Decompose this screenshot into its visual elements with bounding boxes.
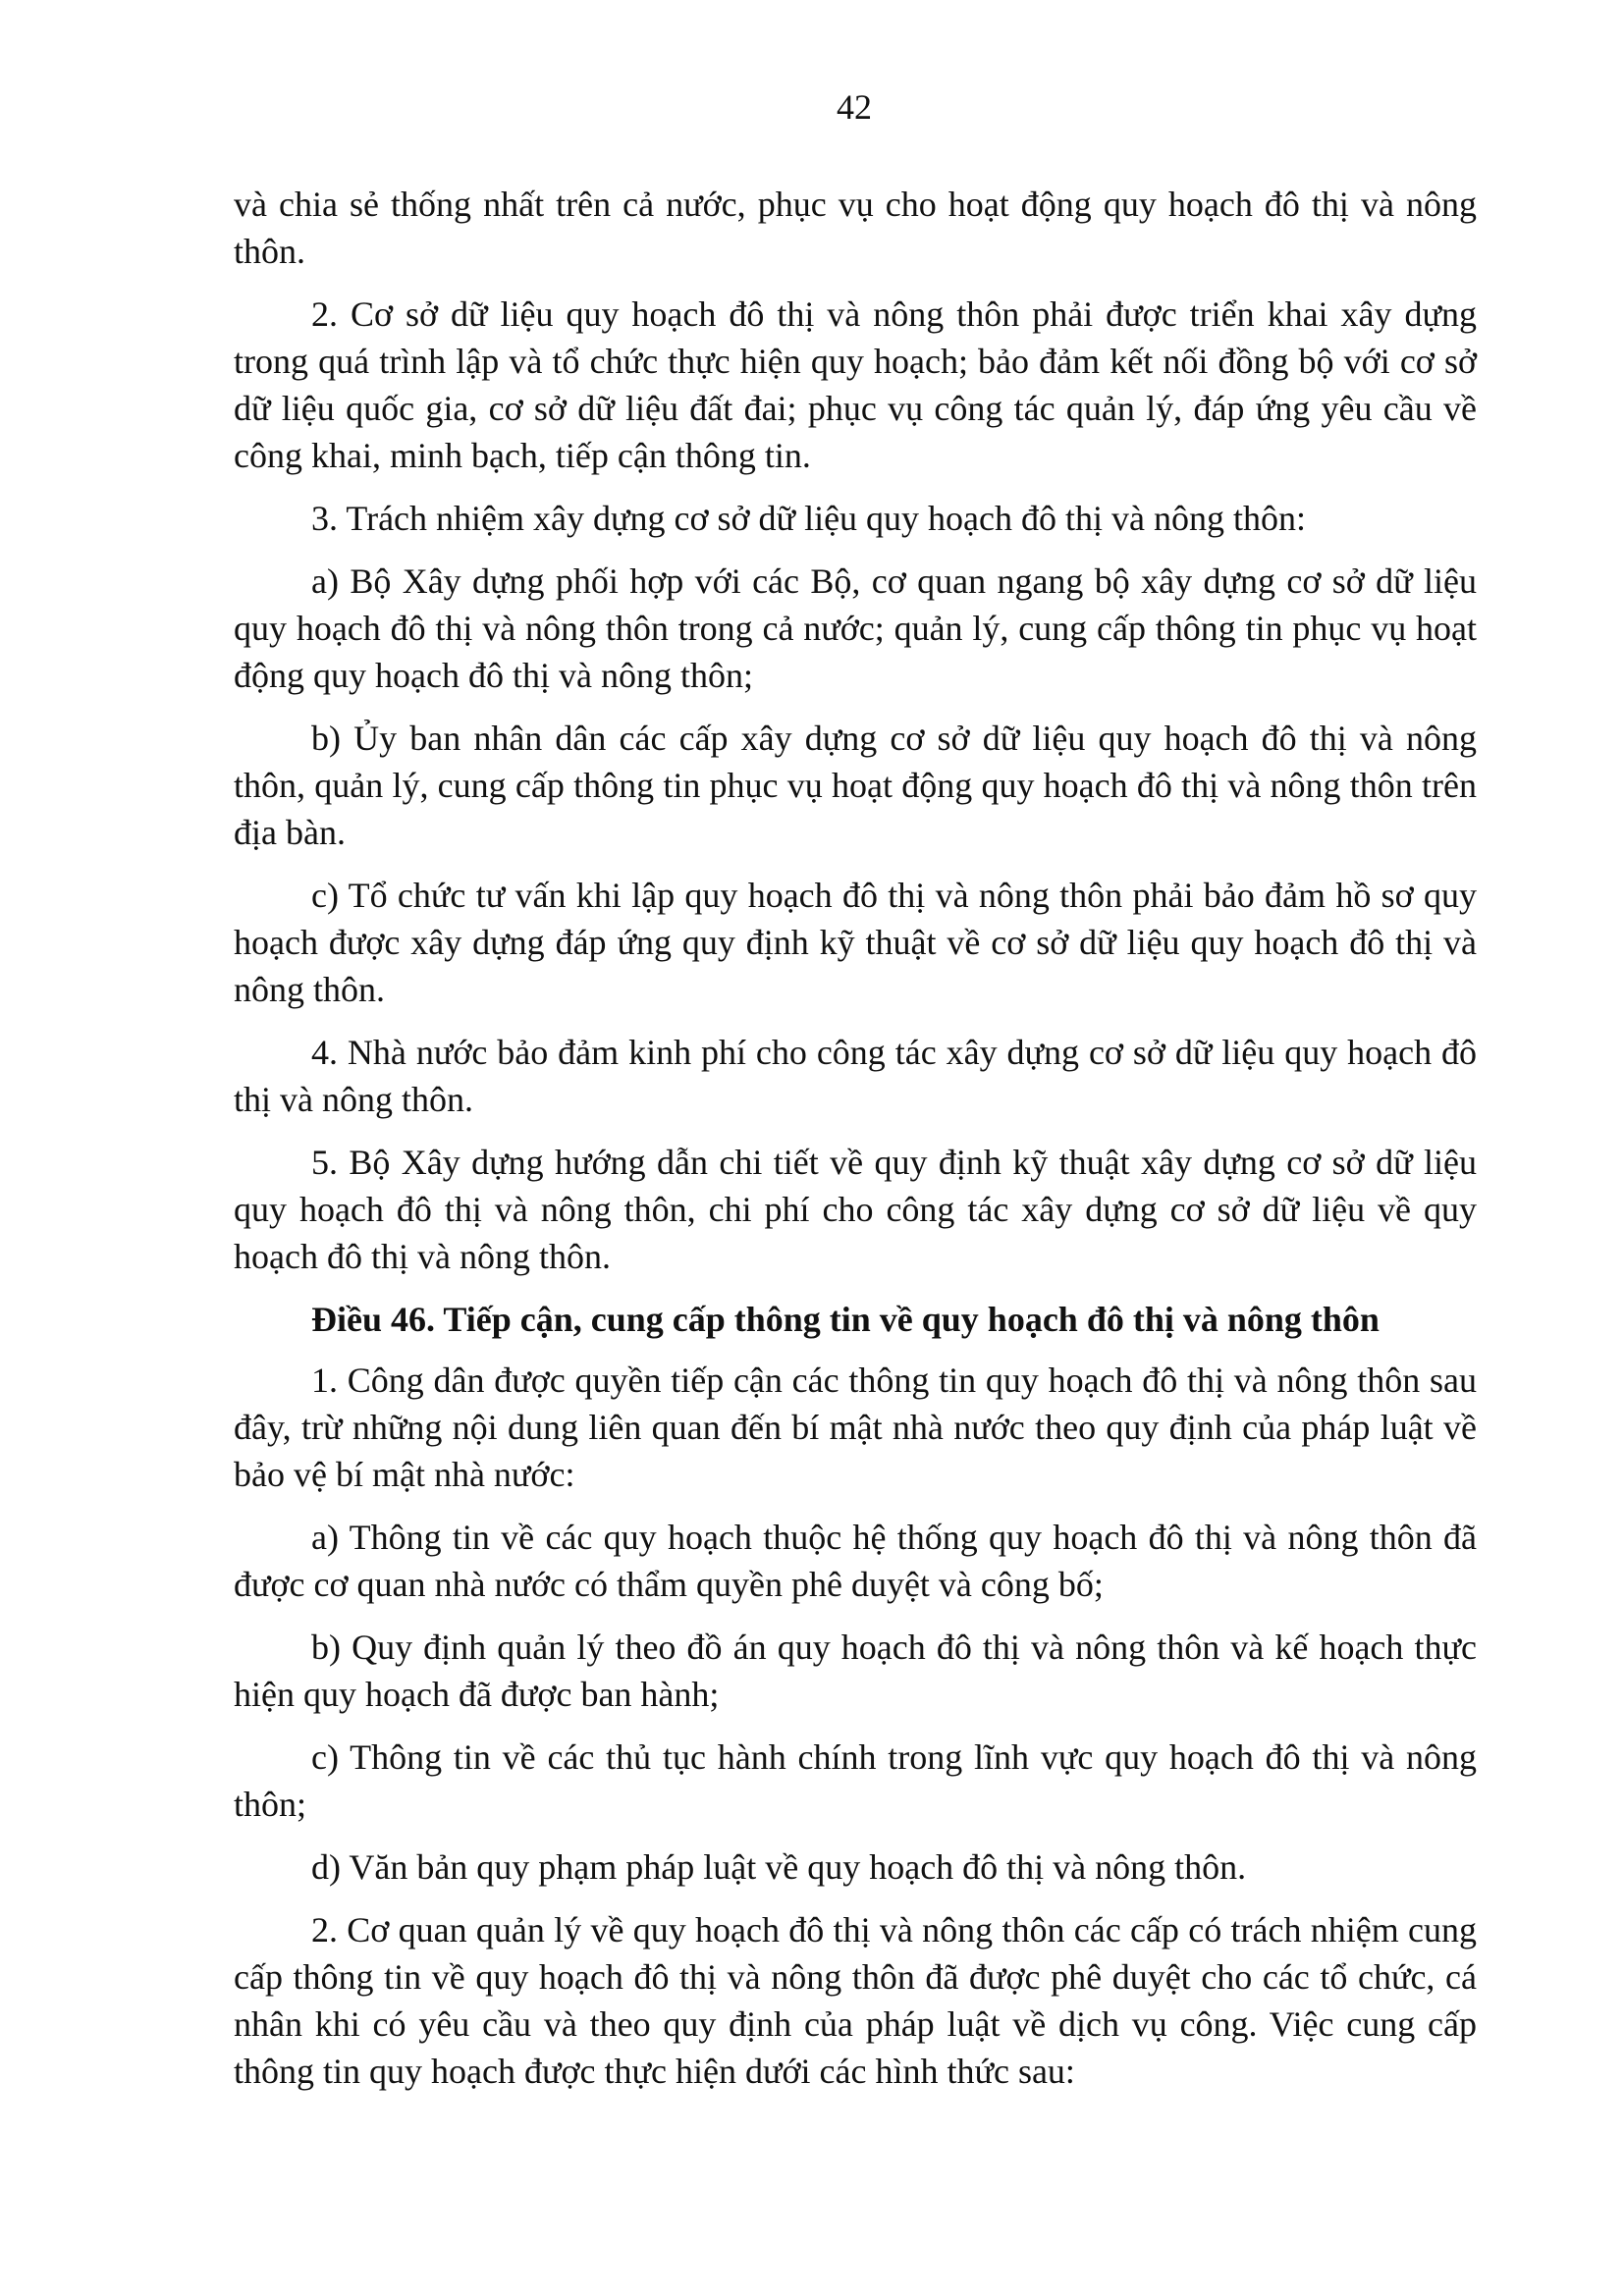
article-46-point-c: c) Thông tin về các thủ tục hành chính trong lĩnh vực quy hoạch đô thị và nông thôn; [234,1737,1477,1824]
paragraph-clause-5: 5. Bộ Xây dựng hướng dẫn chi tiết về quy định kỹ thuật xây dựng cơ sở dữ liệu quy hoạch đô thị và nông thôn, chi phí cho công tác xây dựng cơ sở dữ liệu về quy hoạch đô thị và nông thôn. [234,1143,1477,1276]
paragraph-clause-2: 2. Cơ sở dữ liệu quy hoạch đô thị và nông thôn phải được triển khai xây dựng trong quá trình lập và tổ chức thực hiện quy hoạch; bảo đảm kết nối đồng bộ với cơ sở dữ liệu quốc gia, cơ sở dữ liệu đất đai; phục vụ công tác quản lý, đáp ứng yêu cầu về công khai, minh bạch, tiếp cận thông tin. [234,294,1477,475]
article-46-point-a: a) Thông tin về các quy hoạch thuộc hệ thống quy hoạch đô thị và nông thôn đã được cơ quan nhà nước có thẩm quyền phê duyệt và công bố; [234,1518,1477,1604]
article-46-point-b: b) Quy định quản lý theo đồ án quy hoạch đô thị và nông thôn và kế hoạch thực hiện quy hoạch đã được ban hành; [234,1628,1477,1714]
paragraph-point-a: a) Bộ Xây dựng phối hợp với các Bộ, cơ quan ngang bộ xây dựng cơ sở dữ liệu quy hoạch đô thị và nông thôn trong cả nước; quản lý, cung cấp thông tin phục vụ hoạt động quy hoạch đô thị và nông thôn; [234,561,1477,695]
paragraph-point-b: b) Ủy ban nhân dân các cấp xây dựng cơ sở dữ liệu quy hoạch đô thị và nông thôn, quản lý, cung cấp thông tin phục vụ hoạt động quy hoạch đô thị và nông thôn trên địa bàn. [234,719,1477,852]
paragraph-clause-3: 3. Trách nhiệm xây dựng cơ sở dữ liệu quy hoạch đô thị và nông thôn: [311,499,1306,538]
page-number: 42 [837,87,872,127]
paragraph-continuation: và chia sẻ thống nhất trên cả nước, phục vụ cho hoạt động quy hoạch đô thị và nông thôn. [234,185,1477,271]
article-46-clause-2: 2. Cơ quan quản lý về quy hoạch đô thị và nông thôn các cấp có trách nhiệm cung cấp thông tin về quy hoạch đô thị và nông thôn đã được phê duyệt cho các tổ chức, cá nhân khi có yêu cầu và theo quy định của pháp luật về dịch vụ công. Việc cung cấp thông tin quy hoạch được thực hiện dưới các hình thức sau: [234,1910,1477,2091]
paragraph-point-c: c) Tổ chức tư vấn khi lập quy hoạch đô thị và nông thôn phải bảo đảm hồ sơ quy hoạch được xây dựng đáp ứng quy định kỹ thuật về cơ sở dữ liệu quy hoạch đô thị và nông thôn. [234,876,1477,1009]
article-46-point-d: d) Văn bản quy phạm pháp luật về quy hoạch đô thị và nông thôn. [311,1847,1247,1887]
article-46-heading: Điều 46. Tiếp cận, cung cấp thông tin về quy hoạch đô thị và nông thôn [311,1300,1380,1339]
article-46-clause-1: 1. Công dân được quyền tiếp cận các thông tin quy hoạch đô thị và nông thôn sau đây, trừ những nội dung liên quan đến bí mật nhà nước theo quy định của pháp luật về bảo vệ bí mật nhà nước: [234,1361,1477,1494]
paragraph-clause-4: 4. Nhà nước bảo đảm kinh phí cho công tác xây dựng cơ sở dữ liệu quy hoạch đô thị và nông thôn. [234,1033,1477,1119]
document-body [234,181,1477,2110]
